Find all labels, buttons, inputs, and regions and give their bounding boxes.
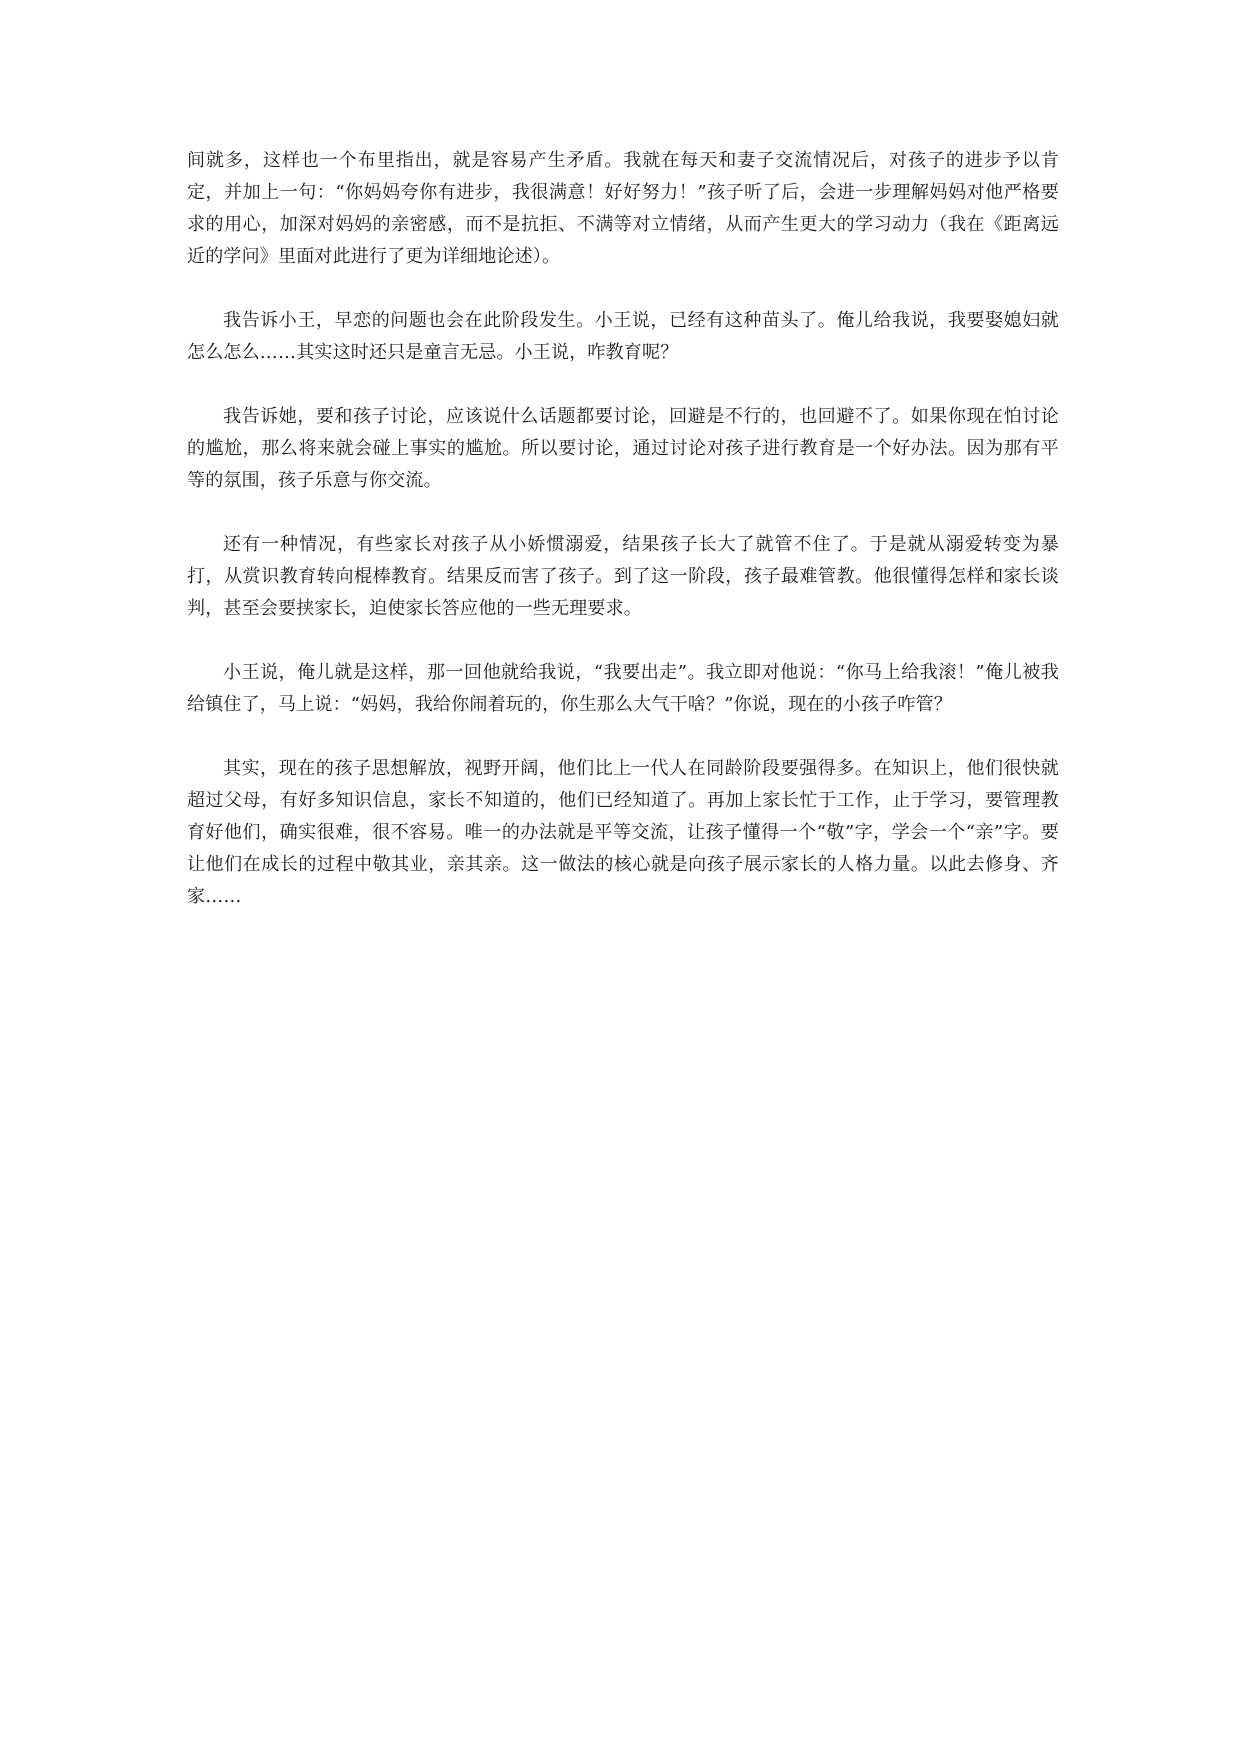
paragraph-3: 我告诉她，要和孩子讨论，应该说什么话题都要讨论，回避是不行的，也回避不了。如果你现在怕讨论的尴尬，那么将来就会碰上事实的尴尬。所以要讨论，通过讨论对孩子进行教育是一个好办法。因为那有平等的氛围，孩子乐意与你交流。 bbox=[187, 406, 1059, 491]
paragraph-1: 间就多，这样也一个布里指出，就是容易产生矛盾。我就在每天和妻子交流情况后，对孩子的进步予以肯定，并加上一句：“你妈妈夸你有进步，我很满意！好好努力！”孩子听了后，会进一步理解妈妈对他严格要求的用心，加深对妈妈的亲密感，而不是抗拒、不满等对立情绪，从而产生更大的学习动力（我在《距离远近的学问》里面对此进行了更为详细地论述）。 bbox=[187, 150, 1059, 267]
document-body bbox=[187, 145, 1059, 945]
paragraph-6: 其实，现在的孩子思想解放，视野开阔，他们比上一代人在同龄阶段要强得多。在知识上，他们很快就超过父母，有好多知识信息，家长不知道的，他们已经知道了。再加上家长忙于工作，止于学习，要管理教育好他们，确实很难，很不容易。唯一的办法就是平等交流，让孩子懂得一个“敬”字，学会一个“亲”字。要让他们在成长的过程中敬其业，亲其亲。这一做法的核心就是向孩子展示家长的人格力量。以此去修身、齐家…… bbox=[187, 758, 1059, 907]
paragraph-5: 小王说，俺儿就是这样，那一回他就给我说，“我要出走”。我立即对他说：“你马上给我滚！”俺儿被我给镇住了，马上说：“妈妈，我给你闹着玩的，你生那么大气干啥？”你说，现在的小孩子咋管？ bbox=[187, 662, 1059, 715]
paragraph-4: 还有一种情况，有些家长对孩子从小娇惯溺爱，结果孩子长大了就管不住了。于是就从溺爱转变为暴打，从赏识教育转向棍棒教育。结果反而害了孩子。到了这一阶段，孩子最难管教。他很懂得怎样和家长谈判，甚至会要挟家长，迫使家长答应他的一些无理要求。 bbox=[187, 534, 1059, 619]
paragraph-2: 我告诉小王，早恋的问题也会在此阶段发生。小王说，已经有这种苗头了。俺儿给我说，我要娶媳妇就怎么怎么……其实这时还只是童言无忌。小王说，咋教育呢？ bbox=[187, 310, 1059, 363]
